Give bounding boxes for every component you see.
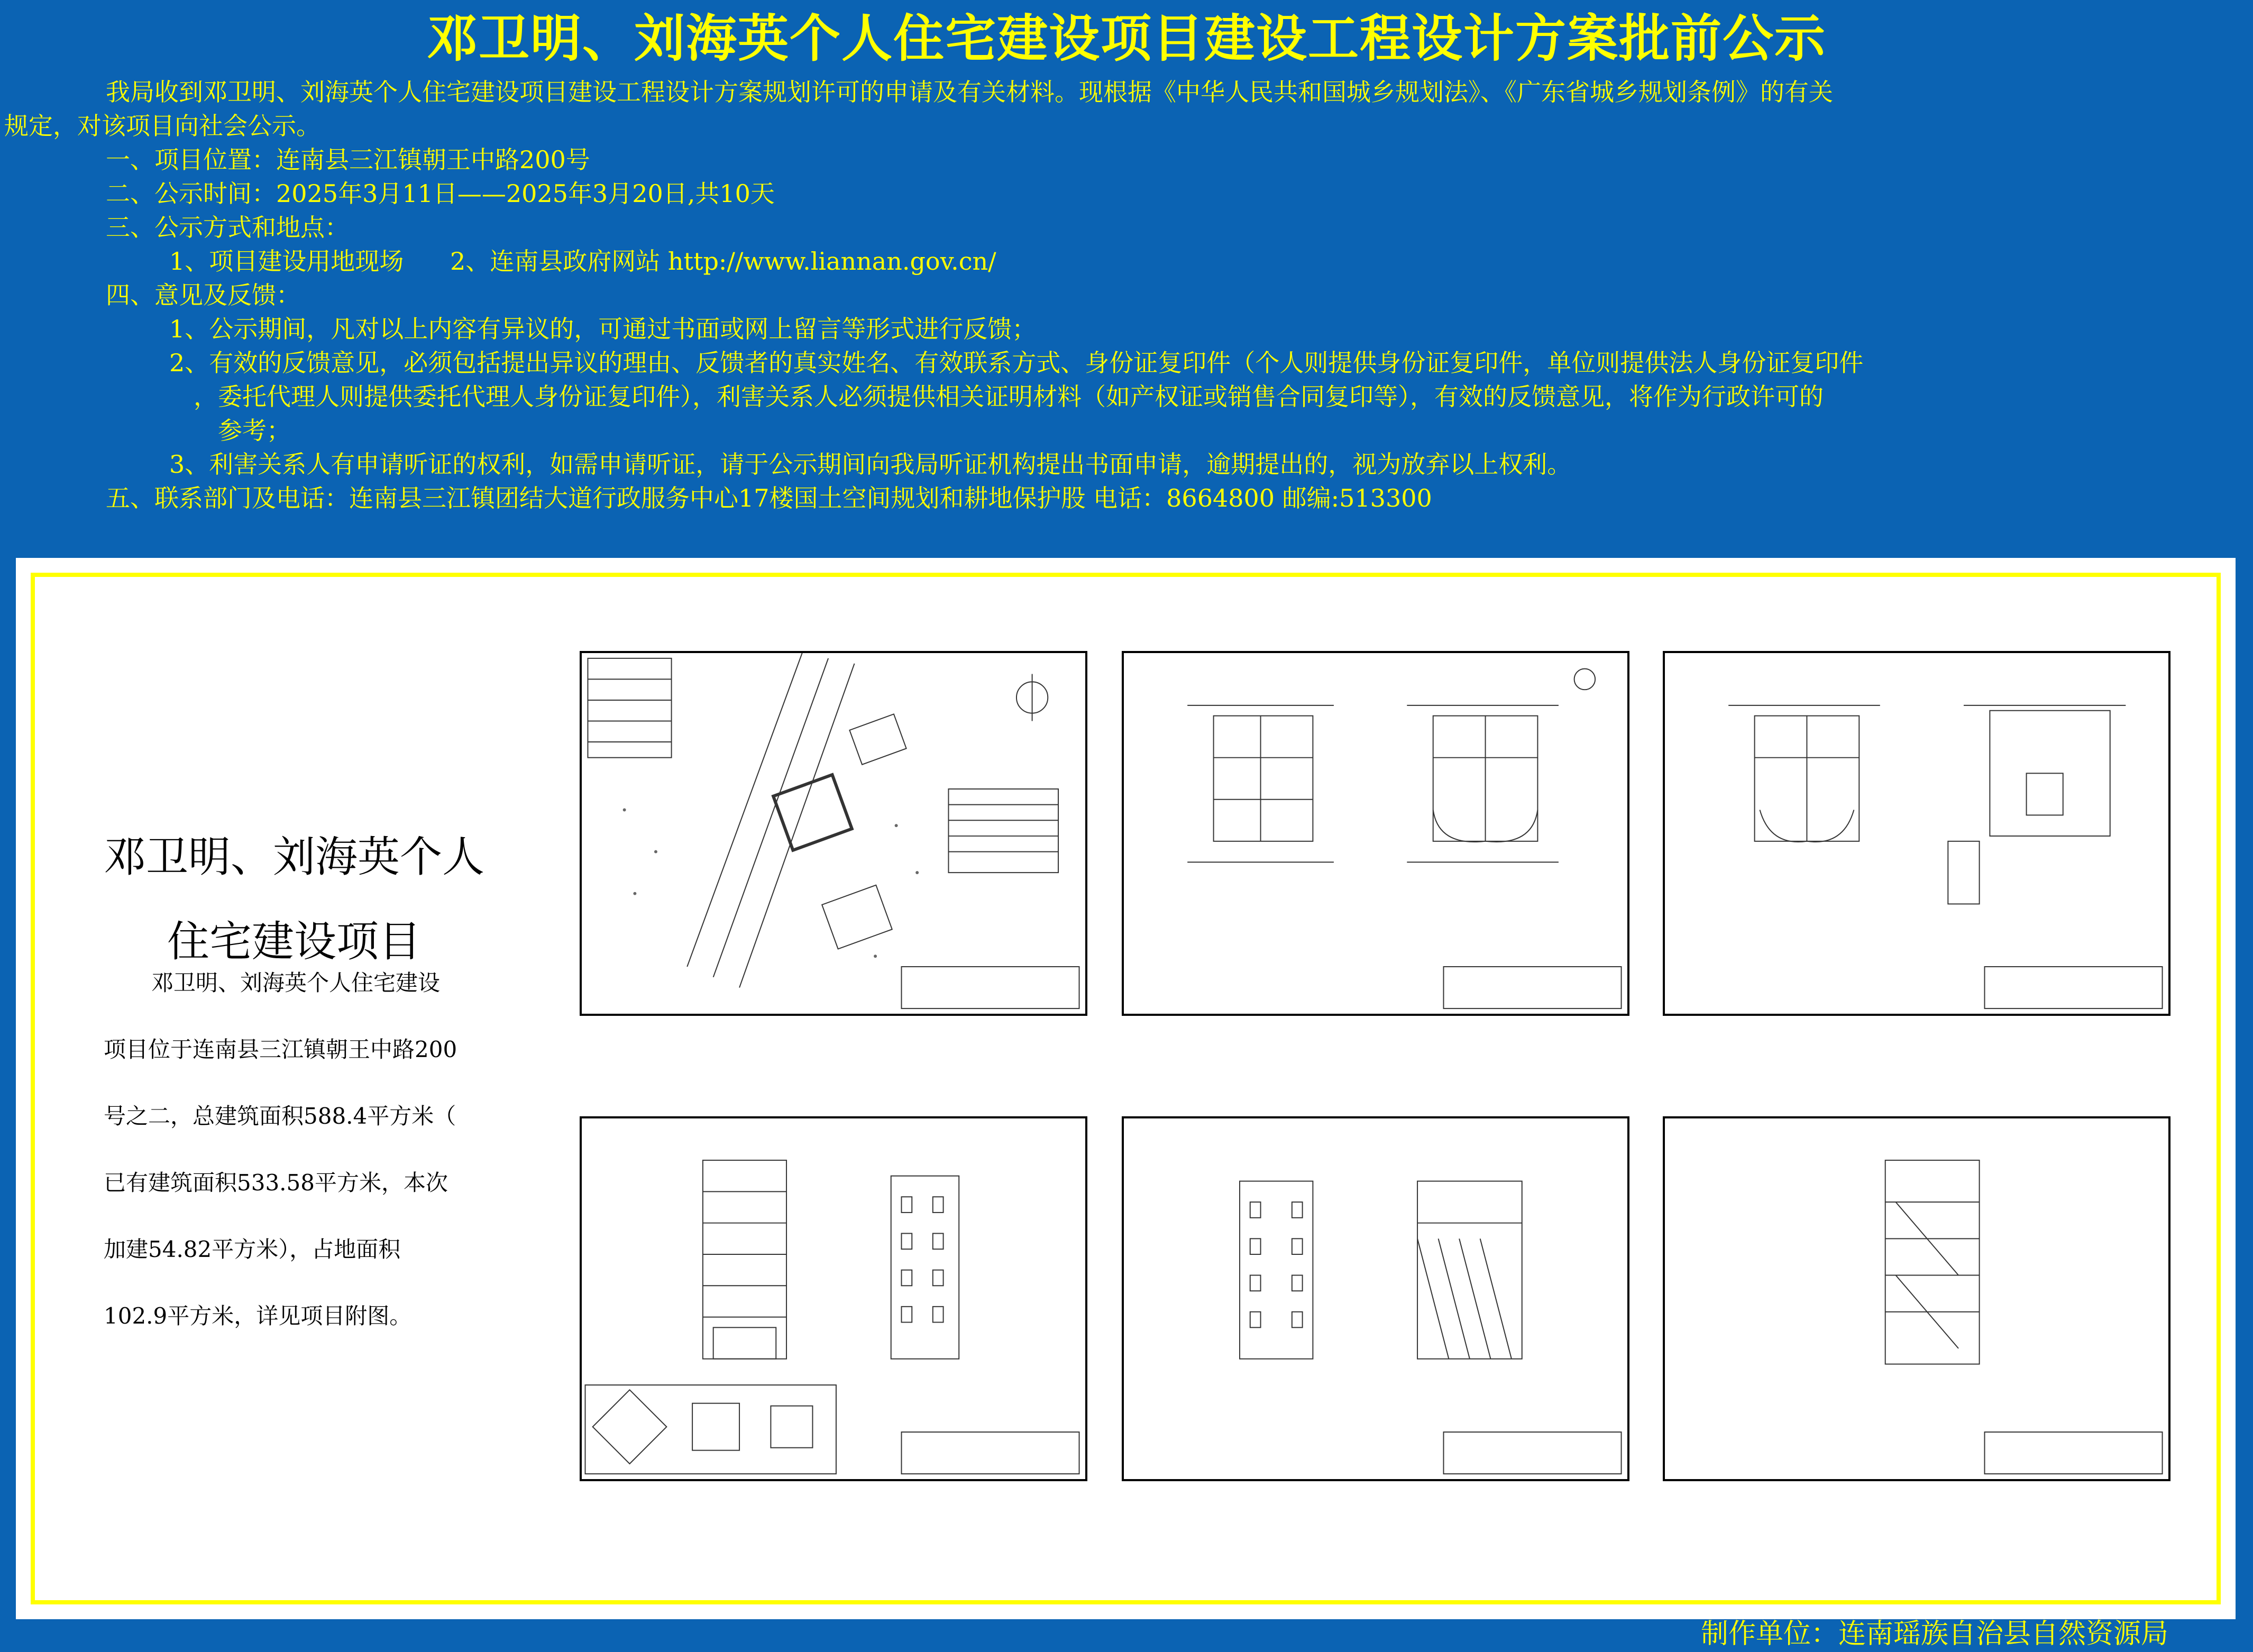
- project-title-line1: 邓卫明、刘海英个人: [104, 832, 484, 882]
- floor-plan-1-svg: [1124, 653, 1627, 1014]
- project-desc-line4: 已有建筑面积533.58平方米，本次: [104, 1170, 448, 1196]
- notice-item-period: 二、公示时间：2025年3月11日——2025年3月20日,共10天: [106, 179, 775, 208]
- notice-text: [0, 74, 2253, 539]
- footer-producer: 制作单位：连南瑶族自治县自然资源局: [1700, 1618, 2168, 1650]
- notice-feedback-sub1: 1、公示期间，凡对以上内容有异议的，可通过书面或网上留言等形式进行反馈；: [169, 315, 1037, 343]
- floor-plan-2-svg: [1665, 653, 2168, 1014]
- notice-feedback-sub2-line3: 参考；: [218, 416, 291, 445]
- floor-plan-drawing-2: [1663, 651, 2170, 1016]
- elevation-drawing-1: [580, 1116, 1087, 1481]
- notice-item-method-sub: 1、项目建设用地现场 2、连南县政府网站 http://www.liannan.gov.cn/: [169, 247, 996, 276]
- project-desc-line5: 加建54.82平方米），占地面积: [104, 1236, 401, 1262]
- notice-intro-line2: 规定，对该项目向社会公示。: [4, 112, 320, 140]
- section-svg: [1665, 1118, 2168, 1479]
- notice-feedback-sub2-line1: 2、有效的反馈意见，必须包括提出异议的理由、反馈者的真实姓名、有效联系方式、身份证复印件（个人则提供身份证复印件，单位则提供法人身份证复印件: [169, 348, 1864, 377]
- site-plan-svg: [582, 653, 1085, 1014]
- project-description: [104, 950, 516, 1350]
- notice-feedback-sub2-line2: ，委托代理人则提供委托代理人身份证复印件），利害关系人必须提供相关证明材料（如产权证或销售合同复印等），有效的反馈意见，将作为行政许可的: [194, 382, 1824, 411]
- elevation-2-svg: [1124, 1118, 1627, 1479]
- project-desc-line3: 号之二，总建筑面积588.4平方米（: [104, 1103, 456, 1129]
- project-panel: [16, 558, 2236, 1619]
- section-drawing: [1663, 1116, 2170, 1481]
- project-desc-line6: 102.9平方米，详见项目附图。: [104, 1303, 412, 1329]
- notice-item-location: 一、项目位置：连南县三江镇朝王中路200号: [106, 145, 590, 174]
- notice-item-method: 三、公示方式和地点：: [106, 213, 349, 242]
- elevation-drawing-2: [1122, 1116, 1629, 1481]
- notice-intro-line1: 我局收到邓卫明、刘海英个人住宅建设项目建设工程设计方案规划许可的申请及有关材料。现根据《中华人民共和国城乡规划法》、《广东省城乡规划条例》的有关: [106, 78, 1833, 106]
- notice-feedback-sub3: 3、利害关系人有申请听证的权利，如需申请听证，请于公示期间向我局听证机构提出书面申请，逾期提出的，视为放弃以上权利。: [169, 450, 1572, 479]
- page-title: 邓卫明、刘海英个人住宅建设项目建设工程设计方案批前公示: [427, 9, 1826, 68]
- notice-item-feedback: 四、意见及反馈：: [106, 281, 300, 309]
- elevation-1-svg: [582, 1118, 1085, 1479]
- project-title-line2: 住宅建设项目: [167, 917, 421, 966]
- floor-plan-drawing-1: [1122, 651, 1629, 1016]
- notice-item-contact: 五、联系部门及电话：连南县三江镇团结大道行政服务中心17楼国土空间规划和耕地保护股 电话：8664800 邮编:513300: [106, 484, 1432, 512]
- project-desc-line2: 项目位于连南县三江镇朝王中路200: [104, 1036, 457, 1062]
- site-plan-drawing: [580, 651, 1087, 1016]
- project-desc-line1: 邓卫明、刘海英个人住宅建设: [151, 970, 441, 996]
